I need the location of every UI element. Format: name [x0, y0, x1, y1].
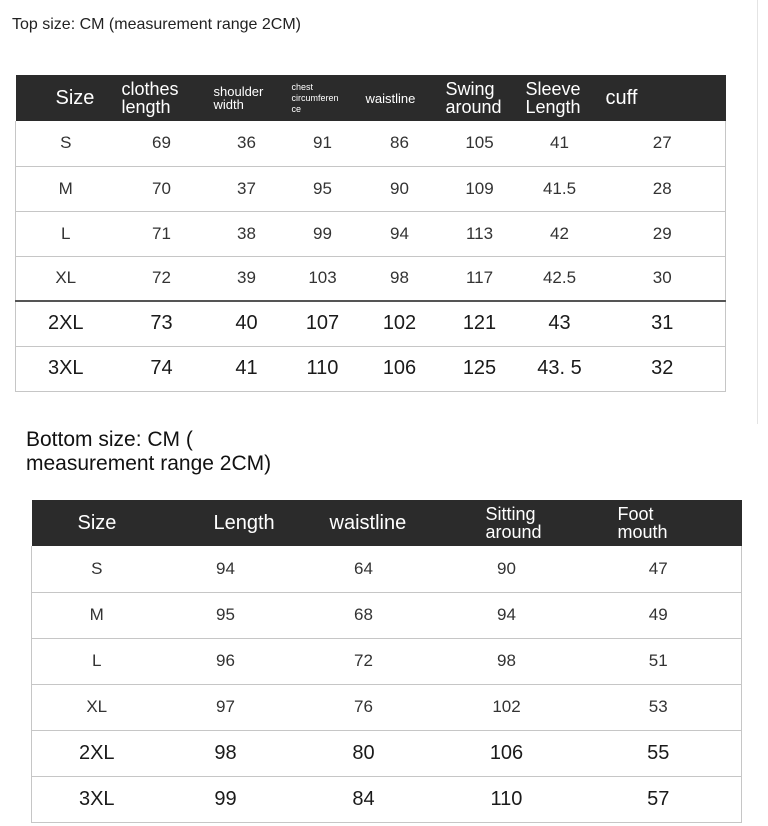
table-cell: 74 — [116, 346, 208, 391]
table-row — [32, 730, 742, 776]
table-cell: 94 — [438, 592, 576, 638]
table-cell: 105 — [440, 121, 520, 166]
table-cell: 90 — [438, 546, 576, 592]
table-cell: M — [16, 166, 116, 211]
table-cell: 2XL — [16, 301, 116, 346]
header-waistline: waistline — [360, 75, 440, 121]
table-cell: 43 — [520, 301, 600, 346]
table-cell: 36 — [208, 121, 286, 166]
table-cell: 41 — [520, 121, 600, 166]
table-row — [32, 546, 742, 592]
table-cell: L — [16, 211, 116, 256]
table-cell: 29 — [600, 211, 726, 256]
table-cell: 97 — [162, 684, 290, 730]
header-size: Size — [16, 75, 116, 121]
table-cell: 102 — [438, 684, 576, 730]
table-row — [16, 301, 726, 346]
table-cell: 49 — [576, 592, 742, 638]
bottom-size-title: Bottom size: CM ( measurement range 2CM) — [26, 428, 272, 475]
table-cell: 121 — [440, 301, 520, 346]
table-cell: 47 — [576, 546, 742, 592]
table-cell: 125 — [440, 346, 520, 391]
table-cell: 2XL — [32, 730, 162, 776]
table-row — [16, 166, 726, 211]
table-cell: 99 — [286, 211, 360, 256]
header-sitting-around: Sitting around — [438, 500, 576, 546]
table-cell: 71 — [116, 211, 208, 256]
table-cell: 3XL — [32, 776, 162, 822]
table-cell: 91 — [286, 121, 360, 166]
table-cell: 110 — [438, 776, 576, 822]
table-cell: 41 — [208, 346, 286, 391]
table-cell: 42.5 — [520, 256, 600, 301]
table-cell: 95 — [162, 592, 290, 638]
table-cell: 41.5 — [520, 166, 600, 211]
table-row — [32, 592, 742, 638]
table-cell: 96 — [162, 638, 290, 684]
table-cell: 31 — [600, 301, 726, 346]
table-cell: 37 — [208, 166, 286, 211]
table-cell: 72 — [116, 256, 208, 301]
table-cell: 28 — [600, 166, 726, 211]
table-cell: 76 — [290, 684, 438, 730]
table-cell: 110 — [286, 346, 360, 391]
table-cell: 38 — [208, 211, 286, 256]
bottom-table-header — [32, 500, 742, 546]
table-cell: 32 — [600, 346, 726, 391]
table-cell: 57 — [576, 776, 742, 822]
table-cell: 80 — [290, 730, 438, 776]
table-cell: 103 — [286, 256, 360, 301]
table-cell: 51 — [576, 638, 742, 684]
table-cell: 3XL — [16, 346, 116, 391]
table-cell: 113 — [440, 211, 520, 256]
table-cell: S — [32, 546, 162, 592]
table-cell: 117 — [440, 256, 520, 301]
table-cell: M — [32, 592, 162, 638]
bottom-size-table — [31, 500, 742, 823]
table-cell: 109 — [440, 166, 520, 211]
header-clothes-length: clothes length — [116, 75, 208, 121]
table-cell: 95 — [286, 166, 360, 211]
table-cell: 102 — [360, 301, 440, 346]
table-cell: 99 — [162, 776, 290, 822]
table-cell: 72 — [290, 638, 438, 684]
table-cell: 69 — [116, 121, 208, 166]
table-cell: 106 — [438, 730, 576, 776]
top-size-title: Top size: CM (measurement range 2CM) — [12, 16, 301, 33]
table-cell: 30 — [600, 256, 726, 301]
table-cell: 94 — [162, 546, 290, 592]
table-row — [32, 638, 742, 684]
header-sleeve-length: Sleeve Length — [520, 75, 600, 121]
table-cell: 70 — [116, 166, 208, 211]
table-cell: 55 — [576, 730, 742, 776]
table-cell: XL — [32, 684, 162, 730]
header-waistline: waistline — [290, 500, 438, 546]
table-row — [16, 121, 726, 166]
table-cell: L — [32, 638, 162, 684]
table-cell: 27 — [600, 121, 726, 166]
table-cell: 106 — [360, 346, 440, 391]
table-cell: 84 — [290, 776, 438, 822]
table-cell: 107 — [286, 301, 360, 346]
table-cell: 73 — [116, 301, 208, 346]
divider — [757, 0, 758, 424]
top-table-header — [16, 75, 726, 121]
header-chest: chest circumferen ce — [286, 75, 360, 121]
table-cell: S — [16, 121, 116, 166]
table-cell: 98 — [162, 730, 290, 776]
header-cuff: cuff — [600, 75, 726, 121]
table-row — [16, 346, 726, 391]
table-cell: 43. 5 — [520, 346, 600, 391]
table-cell: 98 — [438, 638, 576, 684]
table-cell: 90 — [360, 166, 440, 211]
table-cell: 94 — [360, 211, 440, 256]
table-cell: 40 — [208, 301, 286, 346]
header-foot-mouth: Foot mouth — [576, 500, 742, 546]
table-cell: 39 — [208, 256, 286, 301]
table-cell: 98 — [360, 256, 440, 301]
header-length: Length — [162, 500, 290, 546]
header-shoulder-width: shoulder width — [208, 75, 286, 121]
table-cell: 64 — [290, 546, 438, 592]
table-cell: XL — [16, 256, 116, 301]
header-size: Size — [32, 500, 162, 546]
top-size-table — [15, 75, 726, 392]
table-cell: 68 — [290, 592, 438, 638]
table-row — [32, 776, 742, 822]
header-swing-around: Swing around — [440, 75, 520, 121]
table-cell: 42 — [520, 211, 600, 256]
table-row — [32, 684, 742, 730]
table-cell: 53 — [576, 684, 742, 730]
table-row — [16, 256, 726, 301]
table-row — [16, 211, 726, 256]
table-cell: 86 — [360, 121, 440, 166]
